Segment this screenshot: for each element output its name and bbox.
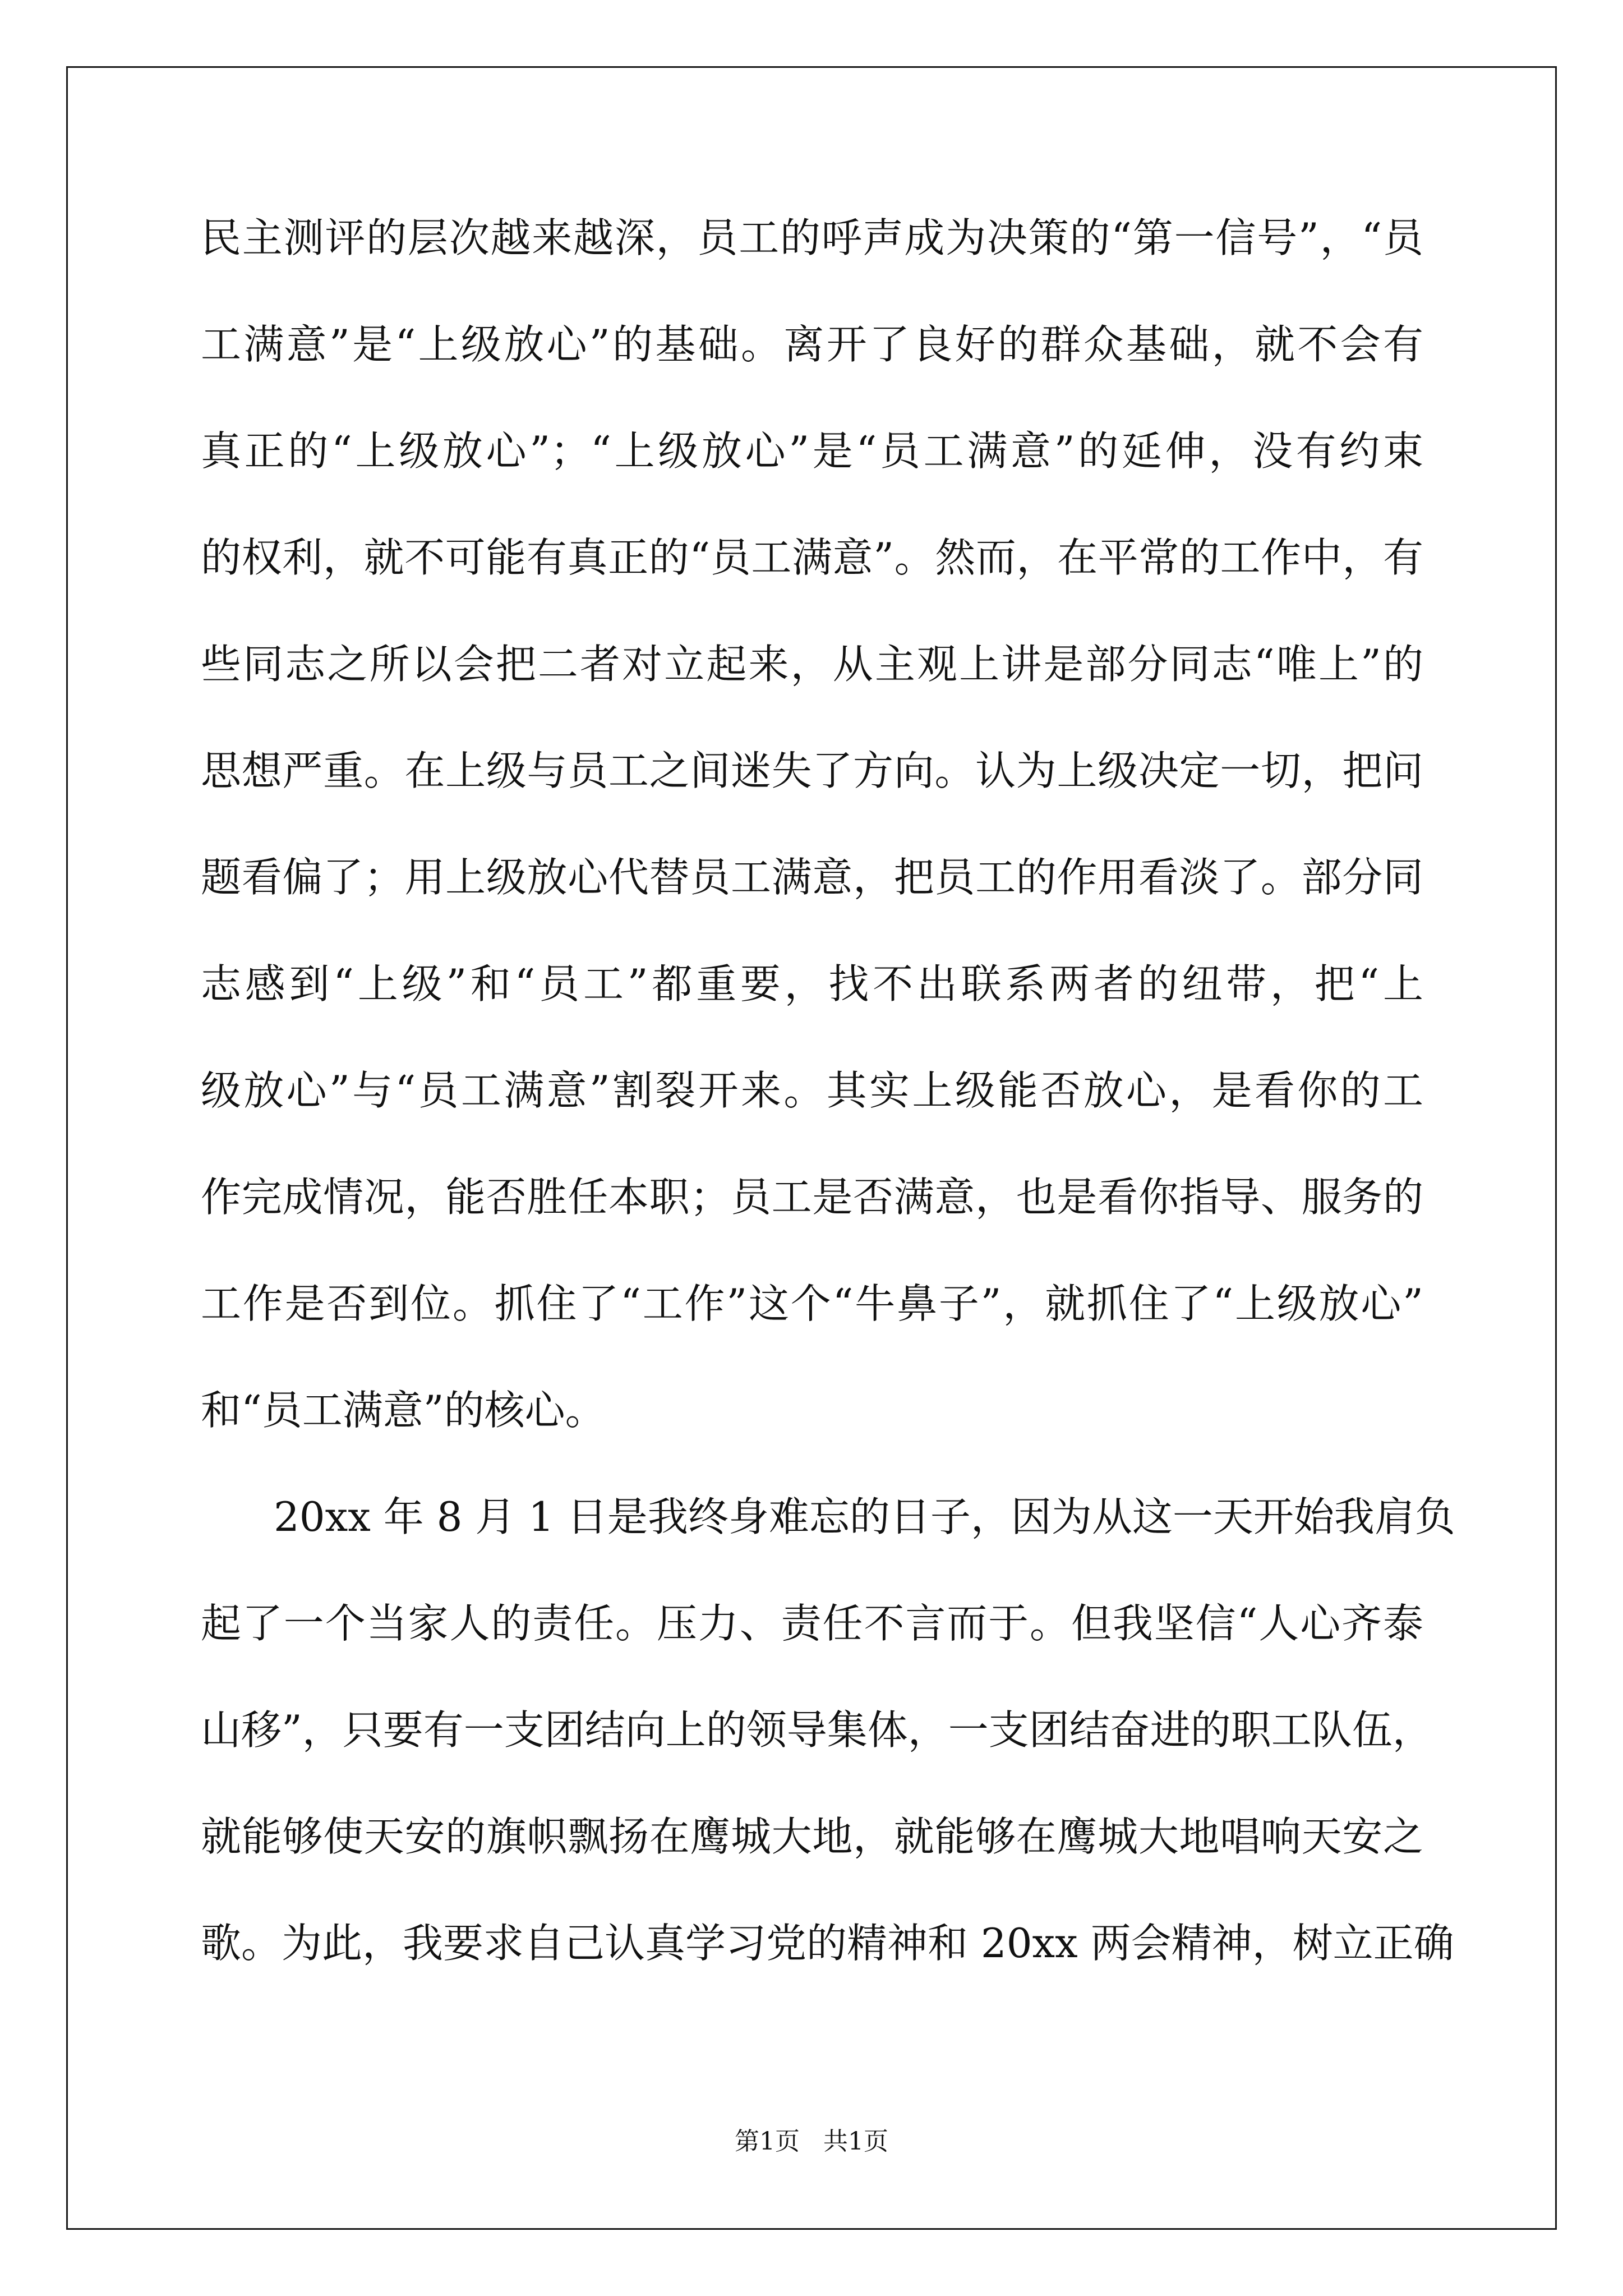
text-line: 民主测评的层次越来越深，员工的呼声成为决策的“第一信号”，“员 — [201, 214, 1423, 261]
text-line: 和“员工满意”的核心。 — [201, 1387, 606, 1434]
text-line: 志感到“上级”和“员工”都重要，找不出联系两者的纽带，把“上 — [201, 960, 1423, 1007]
text-line: 工作是否到位。抓住了“工作”这个“牛鼻子”，就抓住了“上级放心” — [201, 1280, 1423, 1327]
text-line: 就能够使天安的旗帜飘扬在鹰城大地，就能够在鹰城大地唱响天安之 — [201, 1813, 1423, 1860]
text-line: 起了一个当家人的责任。压力、责任不言而于。但我坚信“人心齐泰 — [201, 1600, 1423, 1647]
text-line: 作完成情况，能否胜任本职；员工是否满意，也是看你指导、服务的 — [201, 1174, 1423, 1221]
page-footer: 第1页 共1页 — [735, 2127, 888, 2156]
text-line: 级放心”与“员工满意”割裂开来。其实上级能否放心，是看你的工 — [201, 1067, 1423, 1114]
text-line: 些同志之所以会把二者对立起来，从主观上讲是部分同志“唯上”的 — [201, 641, 1423, 688]
text-line: 思想严重。在上级与员工之间迷失了方向。认为上级决定一切，把问 — [201, 747, 1423, 794]
document-body — [201, 214, 1455, 2030]
paragraph-2 — [201, 1493, 1455, 2030]
text-line: 工满意”是“上级放心”的基础。离开了良好的群众基础，就不会有 — [201, 321, 1423, 368]
text-line: 题看偏了；用上级放心代替员工满意，把员工的作用看淡了。部分同 — [201, 854, 1423, 901]
text-line: 山移”，只要有一支团结向上的领导集体，一支团结奋进的职工队伍， — [201, 1706, 1433, 1754]
text-line: 真正的“上级放心”；“上级放心”是“员工满意”的延伸，没有约束 — [201, 427, 1423, 475]
text-line: 的权利，就不可能有真正的“员工满意”。然而，在平常的工作中，有 — [201, 534, 1423, 581]
text-line: 20xx 年 8 月 1 日是我终身难忘的日子，因为从这一天开始我肩负 — [274, 1493, 1455, 1540]
paragraph-1 — [201, 214, 1423, 1497]
text-line: 歌。为此，我要求自己认真学习党的精神和 20xx 两会精神，树立正确 — [201, 1920, 1454, 1967]
